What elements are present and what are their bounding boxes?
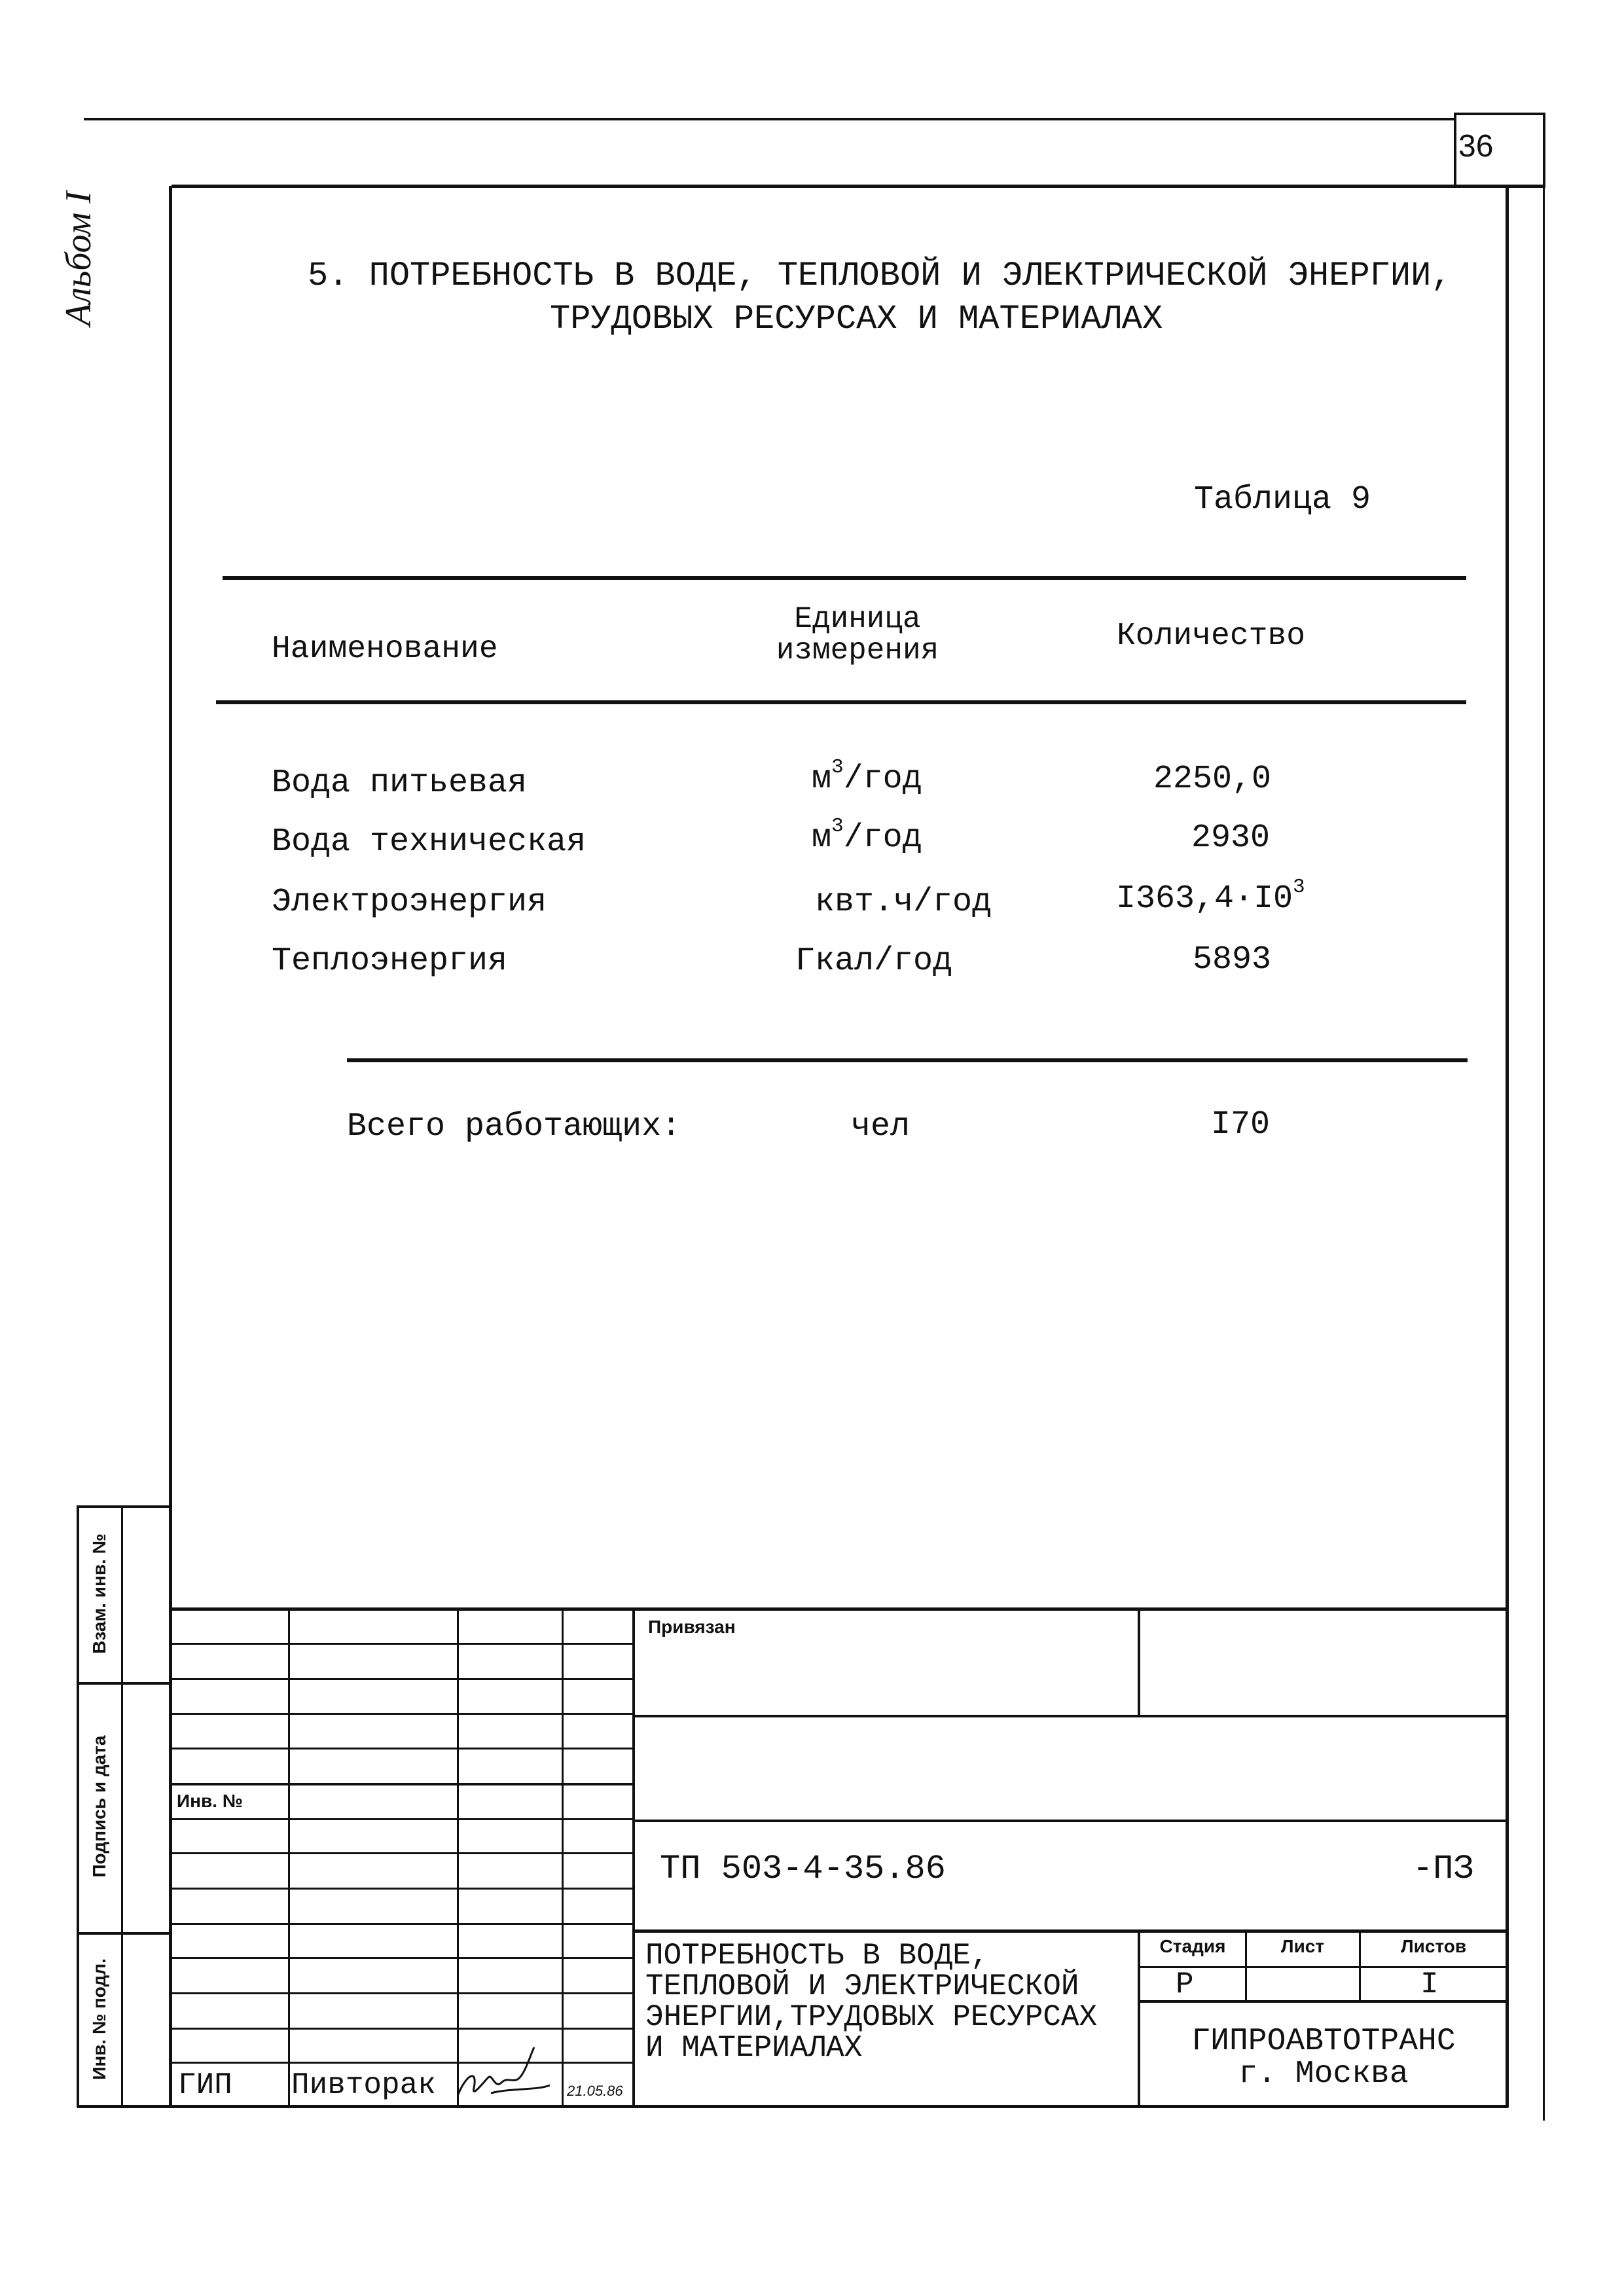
row-unit: $м^3$/год xyxy=(812,814,922,857)
side-label-podpis: Подпись и дата xyxy=(89,1735,109,1878)
header-unit-line2: измерения xyxy=(776,634,939,668)
stamp-grid-row xyxy=(171,2028,634,2030)
total-qty: I70 xyxy=(1211,1106,1271,1143)
stamp-grid-row xyxy=(171,1992,634,1994)
role-label: ГИП xyxy=(178,2068,232,2102)
row-unit: квт.ч/год xyxy=(815,884,992,921)
person-name: Пивторак xyxy=(291,2068,436,2102)
stamp-vline-1 xyxy=(288,1607,290,2108)
sheets-label: Листов xyxy=(1400,1936,1467,1956)
top-rule xyxy=(84,118,1455,120)
header-quantity: Количество xyxy=(1117,619,1306,654)
side-label-vzam: Взам. инв. № xyxy=(89,1534,109,1654)
row-qty: 2930 xyxy=(1191,819,1271,857)
inv-no-label: Инв. № xyxy=(177,1791,244,1811)
doc-title-line1: ПОТРЕБНОСТЬ В ВОДЕ, xyxy=(645,1939,989,1973)
doc-title-line3: ЭНЕРГИИ,ТРУДОВЫХ РЕСУРСАХ xyxy=(645,2000,1098,2034)
row-unit: $м^3$/год xyxy=(812,755,922,798)
privyazan-label: Привязан xyxy=(648,1617,736,1637)
row-name: Вода техническая xyxy=(272,823,586,861)
stamp-grid-row xyxy=(171,1852,634,1854)
side-label-col xyxy=(121,1505,123,2108)
section-title-line1: 5. ПОТРЕБНОСТЬ В ВОДЕ, ТЕПЛОВОЙ И ЭЛЕКТРИЧЕСКОЙ ЭНЕРГИИ, xyxy=(308,257,1452,295)
header-name: Наименование xyxy=(272,632,498,667)
total-unit: чел xyxy=(851,1108,911,1145)
doc-suffix: -ПЗ xyxy=(1413,1850,1474,1888)
stamp-grid-row xyxy=(171,1783,634,1785)
org-line2: г. Москва xyxy=(1238,2056,1409,2092)
frame-bottom xyxy=(77,2105,1508,2108)
stamp-grid-row xyxy=(171,1748,634,1749)
header-unit-line1: Единица xyxy=(794,602,921,636)
row-qty: 5893 xyxy=(1193,941,1272,978)
sheets-value: I xyxy=(1420,1967,1439,2001)
org-line1: ГИПРОАВТОТРАНС xyxy=(1191,2024,1456,2059)
stamp-row-2 xyxy=(634,1820,1507,1822)
doc-title-line4: И МАТЕРИАЛАХ xyxy=(645,2031,863,2065)
stamp-grid-row xyxy=(171,1713,634,1715)
row-qty: 2250,0 xyxy=(1153,761,1272,798)
table-header-rule xyxy=(216,700,1466,704)
page-box-top xyxy=(1454,113,1545,115)
side-strip-top xyxy=(77,1505,171,1508)
meta-row-1 xyxy=(1139,1966,1507,1968)
album-mark: Альбом I xyxy=(58,191,99,326)
doc-code: ТП 503-4-35.86 xyxy=(660,1850,946,1888)
total-name: Всего работающих: xyxy=(347,1108,681,1145)
stamp-grid-row xyxy=(171,1888,634,1890)
page-box-right xyxy=(1543,113,1545,185)
meta-row-2 xyxy=(1139,2000,1507,2003)
stamp-vline-4 xyxy=(632,1607,635,2108)
privyazan-divider xyxy=(1138,1607,1140,1717)
row-qty: $I363,4\cdot I0^3$ xyxy=(1116,875,1305,918)
page-box-left xyxy=(1454,113,1456,185)
stamp-grid-row xyxy=(171,1923,634,1925)
stamp-grid-row xyxy=(171,2062,634,2064)
frame-outer-right xyxy=(1543,183,1545,2121)
table-caption: Таблица 9 xyxy=(1194,481,1371,518)
total-rule xyxy=(347,1058,1468,1062)
side-divider-1 xyxy=(77,1682,171,1685)
doc-title-line2: ТЕПЛОВОЙ И ЭЛЕКТРИЧЕСКОЙ xyxy=(645,1969,1079,2003)
stamp-grid-row xyxy=(171,1818,634,1820)
page-number: 36 xyxy=(1458,129,1494,164)
side-strip-left xyxy=(77,1505,79,2108)
stamp-top xyxy=(171,1607,1507,1611)
stamp-grid-row xyxy=(171,1957,634,1959)
signature xyxy=(452,2042,563,2105)
stamp-grid-row xyxy=(171,1678,634,1680)
frame-top xyxy=(171,185,1545,188)
row-name: Теплоэнергия xyxy=(272,942,508,980)
side-label-inv-podl: Инв. № подл. xyxy=(89,1958,109,2080)
sheet-label: Лист xyxy=(1280,1936,1325,1956)
row-name: Электроэнергия xyxy=(272,884,547,921)
sign-date: 21.05.86 xyxy=(567,2083,623,2099)
stage-label: Стадия xyxy=(1159,1936,1226,1956)
section-title-line2: ТРУДОВЫХ РЕСУРСАХ И МАТЕРИАЛАХ xyxy=(550,300,1163,338)
row-unit: Гкал/год xyxy=(795,942,953,980)
stamp-row-3 xyxy=(634,1929,1507,1933)
stamp-row-1 xyxy=(634,1715,1507,1717)
stamp-vline-2 xyxy=(457,1607,459,2108)
table-top-rule xyxy=(223,576,1466,580)
stamp-grid-row xyxy=(171,1643,634,1645)
stage-value: Р xyxy=(1176,1967,1194,2001)
stamp-vline-3 xyxy=(562,1607,564,2108)
row-name: Вода питьевая xyxy=(272,764,528,802)
